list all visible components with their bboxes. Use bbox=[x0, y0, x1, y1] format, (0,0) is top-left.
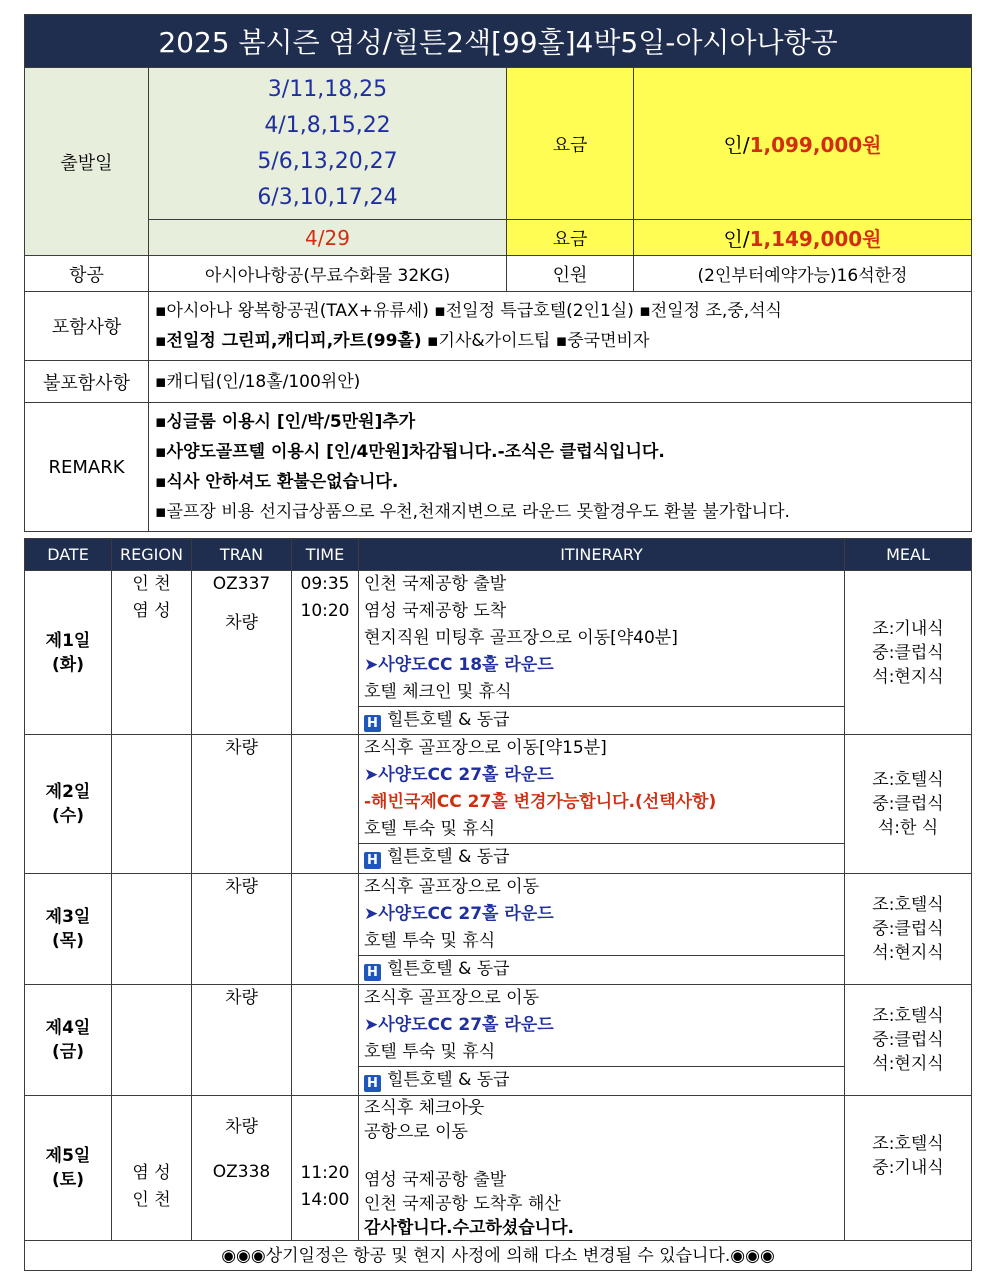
time-cell bbox=[292, 985, 359, 1096]
golf-round: ➤사양도CC 27홀 라운드 bbox=[364, 1015, 554, 1035]
meal: 중:기내식 bbox=[872, 1158, 944, 1178]
meal: 조:기내식 bbox=[872, 618, 944, 639]
time: 11:20 bbox=[300, 1163, 350, 1183]
day-number: 제5일 bbox=[45, 1146, 91, 1166]
hotel-name: 힐튼호텔 & 동급 bbox=[387, 710, 510, 730]
itinerary-line: 조식후 체크아웃 bbox=[364, 1098, 485, 1118]
info-table bbox=[24, 14, 972, 532]
itinerary-line: 현지직원 미팅후 골프장으로 이동[약40분] bbox=[364, 628, 678, 648]
meal-cell bbox=[845, 874, 972, 985]
hotel-icon: H bbox=[364, 715, 381, 732]
day-dow: (화) bbox=[52, 654, 84, 675]
meal-cell bbox=[845, 571, 972, 735]
hotel-line bbox=[359, 955, 844, 982]
day-number: 제2일 bbox=[45, 782, 91, 802]
hotel-name: 힐튼호텔 & 동급 bbox=[387, 959, 510, 979]
excluded-value: ▪캐디팁(인/18홀/100위안) bbox=[149, 361, 972, 403]
day-cell bbox=[25, 985, 112, 1096]
time: 14:00 bbox=[300, 1190, 350, 1210]
header-meal: MEAL bbox=[845, 539, 972, 571]
itinerary-line: 인천 국제공항 출발 bbox=[364, 574, 507, 594]
meal-cell bbox=[845, 985, 972, 1096]
flight: OZ337 bbox=[212, 574, 271, 594]
fee-label: 요금 bbox=[507, 68, 634, 220]
itinerary-cell bbox=[359, 735, 845, 874]
remark-line: ▪사양도골프텔 이용시 [인/4만원]차감됩니다.-조식은 클럽식입니다. bbox=[155, 442, 665, 462]
meal-cell bbox=[845, 735, 972, 874]
depart-date: 4/1,8,15,22 bbox=[264, 112, 391, 138]
itinerary-line: 염성 국제공항 도착 bbox=[364, 601, 507, 621]
transport: 차량 bbox=[225, 877, 258, 897]
time: 09:35 bbox=[300, 574, 350, 594]
price-value: 1,099,000원 bbox=[749, 133, 882, 157]
included-line bbox=[155, 326, 965, 356]
remark-value bbox=[149, 403, 972, 532]
transport: 차량 bbox=[225, 988, 258, 1008]
tran-cell bbox=[192, 1096, 292, 1241]
region: 염 성 bbox=[132, 601, 171, 621]
depart-label: 출발일 bbox=[25, 68, 149, 256]
depart-date: 5/6,13,20,27 bbox=[257, 148, 398, 174]
special-price-cell bbox=[634, 220, 972, 256]
itinerary-cell bbox=[359, 571, 845, 735]
itinerary-line: 호텔 투숙 및 휴식 bbox=[364, 1042, 496, 1062]
meal: 중:클럽식 bbox=[872, 919, 944, 939]
region: 인 천 bbox=[132, 574, 171, 594]
region: 인 천 bbox=[132, 1190, 171, 1210]
included-value bbox=[149, 292, 972, 361]
day-number: 제1일 bbox=[45, 630, 91, 651]
meal-cell bbox=[845, 1096, 972, 1241]
region-cell bbox=[112, 985, 192, 1096]
day-dow: (수) bbox=[52, 806, 84, 826]
time-cell bbox=[292, 874, 359, 985]
depart-date: 3/11,18,25 bbox=[267, 76, 388, 102]
header-tran: TRAN bbox=[192, 539, 292, 571]
day-row bbox=[25, 735, 972, 874]
included-rest: ▪기사&가이드팁 ▪중국면비자 bbox=[421, 331, 650, 351]
footer-note: ◉◉◉상기일정은 항공 및 현지 사정에 의해 다소 변경될 수 있습니다.◉◉◉ bbox=[25, 1241, 972, 1271]
people-label: 인원 bbox=[507, 256, 634, 292]
time: 10:20 bbox=[300, 601, 350, 621]
meal: 석:현지식 bbox=[872, 1054, 944, 1074]
hotel-icon: H bbox=[364, 964, 381, 981]
time-cell bbox=[292, 1096, 359, 1241]
depart-date: 6/3,10,17,24 bbox=[257, 184, 398, 210]
itinerary-cell bbox=[359, 1096, 845, 1241]
meal: 조:호텔식 bbox=[872, 770, 944, 790]
page-title: 2025 봄시즌 염성/힐튼2색[99홀]4박5일-아시아나항공 bbox=[25, 15, 972, 68]
itinerary-line: 공항으로 이동 bbox=[364, 1122, 468, 1142]
itinerary-line: 염성 국제공항 출발 bbox=[364, 1170, 507, 1190]
day-cell bbox=[25, 874, 112, 985]
remark-line: ▪골프장 비용 선지급상품으로 우천,천재지변으로 라운드 못할경우도 환불 불가합니다. bbox=[155, 502, 790, 522]
day-cell bbox=[25, 1096, 112, 1241]
meal: 중:클럽식 bbox=[872, 794, 944, 814]
meal: 석:현지식 bbox=[872, 943, 944, 963]
excluded-label: 불포함사항 bbox=[25, 361, 149, 403]
day-dow: (목) bbox=[52, 931, 84, 951]
people-value: (2인부터예약가능)16석한정 bbox=[634, 256, 972, 292]
hotel-icon: H bbox=[364, 852, 381, 869]
remark-label: REMARK bbox=[25, 403, 149, 532]
itinerary-line: 조식후 골프장으로 이동[약15분] bbox=[364, 738, 607, 758]
itinerary-header bbox=[25, 539, 972, 571]
header-itinerary: ITINERARY bbox=[359, 539, 845, 571]
included-label: 포함사항 bbox=[25, 292, 149, 361]
remark-line: ▪싱글룸 이용시 [인/박/5만원]추가 bbox=[155, 412, 416, 432]
region: 염 성 bbox=[132, 1163, 171, 1183]
tour-document bbox=[24, 14, 971, 1271]
itinerary-line bbox=[364, 1144, 839, 1168]
day-number: 제4일 bbox=[45, 1018, 91, 1038]
tran-cell bbox=[192, 874, 292, 985]
depart-dates bbox=[149, 68, 507, 220]
airline-label: 항공 bbox=[25, 256, 149, 292]
itinerary-line: 호텔 투숙 및 휴식 bbox=[364, 931, 496, 951]
price-cell bbox=[634, 68, 972, 220]
meal: 석:한 식 bbox=[877, 818, 939, 838]
hotel-line bbox=[359, 706, 844, 733]
day-row bbox=[25, 874, 972, 985]
special-price-value: 1,149,000원 bbox=[749, 227, 882, 251]
region-cell bbox=[112, 735, 192, 874]
time-cell bbox=[292, 735, 359, 874]
itinerary-line: 조식후 골프장으로 이동 bbox=[364, 988, 540, 1008]
itinerary-cell bbox=[359, 874, 845, 985]
price-prefix: 인/ bbox=[723, 133, 750, 157]
region-cell bbox=[112, 874, 192, 985]
meal: 중:클럽식 bbox=[872, 642, 944, 663]
included-bold: ▪전일정 그린피,캐디피,카트(99홀) bbox=[155, 331, 422, 351]
hotel-line bbox=[359, 843, 844, 870]
day-row bbox=[25, 985, 972, 1096]
day-dow: (토) bbox=[52, 1170, 84, 1190]
day-number: 제3일 bbox=[45, 907, 91, 927]
hotel-icon: H bbox=[364, 1075, 381, 1092]
special-fee-label: 요금 bbox=[507, 220, 634, 256]
hotel-name: 힐튼호텔 & 동급 bbox=[387, 1070, 510, 1090]
day-row bbox=[25, 1096, 972, 1241]
itinerary-cell bbox=[359, 985, 845, 1096]
day-dow: (금) bbox=[52, 1042, 84, 1062]
region-cell bbox=[112, 571, 192, 735]
tran-cell bbox=[192, 571, 292, 735]
hotel-name: 힐튼호텔 & 동급 bbox=[387, 847, 510, 867]
remark-line: ▪식사 안하셔도 환불은없습니다. bbox=[155, 472, 399, 492]
transport: 차량 bbox=[225, 738, 258, 758]
region-cell bbox=[112, 1096, 192, 1241]
meal: 조:호텔식 bbox=[872, 1134, 944, 1154]
itinerary-table bbox=[24, 538, 972, 1271]
itinerary-line: 호텔 투숙 및 휴식 bbox=[364, 819, 496, 839]
day-cell bbox=[25, 735, 112, 874]
day-cell bbox=[25, 571, 112, 735]
itinerary-line: 인천 국제공항 도착후 해산 bbox=[364, 1194, 561, 1214]
header-time: TIME bbox=[292, 539, 359, 571]
meal: 중:클럽식 bbox=[872, 1030, 944, 1050]
special-date: 4/29 bbox=[149, 220, 507, 256]
transport: 차량 bbox=[225, 1117, 258, 1137]
meal: 석:현지식 bbox=[872, 666, 944, 687]
meal: 조:호텔식 bbox=[872, 1006, 944, 1026]
airline-value: 아시아나항공(무료수화물 32KG) bbox=[149, 256, 507, 292]
golf-round: ➤사양도CC 18홀 라운드 bbox=[364, 655, 554, 675]
thanks-line: 감사합니다.수고하셨습니다. bbox=[364, 1218, 574, 1238]
header-region: REGION bbox=[112, 539, 192, 571]
alt-course: -해빈국제CC 27홀 변경가능합니다.(선택사항) bbox=[364, 792, 717, 812]
transport: 차량 bbox=[225, 613, 258, 633]
golf-round: ➤사양도CC 27홀 라운드 bbox=[364, 765, 554, 785]
golf-round: ➤사양도CC 27홀 라운드 bbox=[364, 904, 554, 924]
tran-cell bbox=[192, 735, 292, 874]
header-date: DATE bbox=[25, 539, 112, 571]
special-price-prefix: 인/ bbox=[723, 227, 750, 251]
tran-cell bbox=[192, 985, 292, 1096]
day-row bbox=[25, 571, 972, 735]
itinerary-line: 호텔 체크인 및 휴식 bbox=[364, 682, 512, 702]
time-cell bbox=[292, 571, 359, 735]
flight: OZ338 bbox=[212, 1162, 271, 1182]
meal: 조:호텔식 bbox=[872, 895, 944, 915]
itinerary-line: 조식후 골프장으로 이동 bbox=[364, 877, 540, 897]
hotel-line bbox=[359, 1066, 844, 1093]
included-line: ▪아시아나 왕복항공권(TAX+유류세) ▪전일정 특급호텔(2인1실) ▪전일정 조,중,석식 bbox=[155, 301, 782, 321]
